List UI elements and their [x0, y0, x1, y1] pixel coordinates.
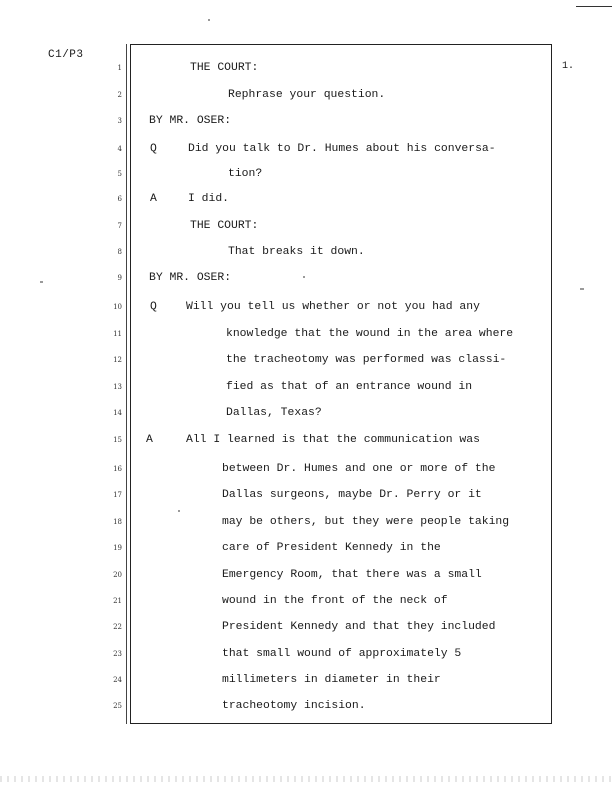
transcript-line — [0, 540, 612, 557]
speaker-marker: Q — [150, 301, 157, 313]
scan-speck — [580, 288, 584, 290]
line-text: That breaks it down. — [228, 246, 365, 258]
line-number: 3 — [117, 117, 122, 125]
line-number: 9 — [117, 274, 122, 282]
transcript-line — [0, 270, 612, 287]
line-text: tion? — [228, 168, 263, 180]
transcript-line — [0, 191, 612, 208]
line-text: knowledge that the wound in the area where — [226, 328, 514, 340]
transcript-line — [0, 514, 612, 531]
scan-speck — [178, 510, 180, 512]
line-number: 1 — [117, 64, 122, 72]
line-text: Dallas, Texas? — [226, 407, 322, 419]
line-text: that small wound of approximately 5 — [222, 648, 462, 660]
transcript-line — [0, 352, 612, 369]
transcript-line — [0, 244, 612, 261]
line-number: 24 — [113, 676, 122, 684]
line-text: Emergency Room, that there was a small — [222, 569, 482, 581]
transcript-line — [0, 619, 612, 636]
line-number: 21 — [113, 597, 122, 605]
line-number: 15 — [113, 436, 122, 444]
line-number: 19 — [113, 544, 122, 552]
speaker-marker: Q — [150, 143, 157, 155]
line-number: 22 — [113, 623, 122, 631]
transcript-line — [0, 299, 612, 316]
line-number: 6 — [117, 195, 122, 203]
line-text: Rephrase your question. — [228, 89, 386, 101]
transcript-line — [0, 672, 612, 689]
line-text: fied as that of an entrance wound in — [226, 381, 473, 393]
scan-speck — [208, 19, 210, 21]
transcript-line — [0, 461, 612, 478]
line-number: 4 — [117, 145, 122, 153]
transcript-line — [0, 432, 612, 449]
line-text: the tracheotomy was performed was classi- — [226, 354, 507, 366]
line-text: I did. — [188, 193, 230, 205]
scan-noise — [0, 776, 612, 782]
line-number: 14 — [113, 409, 122, 417]
speaker-marker: A — [146, 434, 153, 446]
transcript-line — [0, 326, 612, 343]
line-number: 5 — [117, 170, 122, 178]
line-text: President Kennedy and that they included — [222, 621, 496, 633]
transcript-line — [0, 113, 612, 130]
scan-mark — [576, 6, 612, 7]
line-text: THE COURT: — [190, 62, 259, 74]
line-number: 20 — [113, 571, 122, 579]
line-text: BY MR. OSER: — [149, 115, 232, 127]
page-code: C1/P3 — [48, 49, 84, 61]
speaker-marker: A — [150, 193, 157, 205]
line-text: THE COURT: — [190, 220, 259, 232]
transcript-line — [0, 487, 612, 504]
line-number: 11 — [113, 330, 122, 338]
transcript-line — [0, 379, 612, 396]
scan-speck — [40, 281, 43, 283]
transcript-line — [0, 166, 612, 183]
transcript-line — [0, 87, 612, 104]
page-number: 1. — [562, 61, 575, 72]
scan-speck — [303, 276, 305, 278]
line-number: 2 — [117, 91, 122, 99]
line-number: 7 — [117, 222, 122, 230]
line-text: may be others, but they were people taking — [222, 516, 510, 528]
line-number: 23 — [113, 650, 122, 658]
line-number: 12 — [113, 356, 122, 364]
transcript-line — [0, 593, 612, 610]
line-number: 16 — [113, 465, 122, 473]
line-number: 13 — [113, 383, 122, 391]
transcript-line — [0, 141, 612, 158]
transcript-line — [0, 567, 612, 584]
transcript-line — [0, 646, 612, 663]
line-number: 8 — [117, 248, 122, 256]
transcript-line — [0, 60, 612, 77]
line-number: 18 — [113, 518, 122, 526]
transcript-line — [0, 405, 612, 422]
line-text: All I learned is that the communication was — [186, 434, 480, 446]
line-number: 17 — [113, 491, 122, 499]
line-number: 25 — [113, 702, 122, 710]
line-text: wound in the front of the neck of — [222, 595, 448, 607]
line-text: millimeters in diameter in their — [222, 674, 441, 686]
line-text: between Dr. Humes and one or more of the — [222, 463, 496, 475]
line-text: Dallas surgeons, maybe Dr. Perry or it — [222, 489, 482, 501]
line-text: care of President Kennedy in the — [222, 542, 441, 554]
line-text: BY MR. OSER: — [149, 272, 232, 284]
transcript-line — [0, 698, 612, 715]
line-text: Did you talk to Dr. Humes about his conversa- — [188, 143, 496, 155]
line-text: tracheotomy incision. — [222, 700, 366, 712]
line-text: Will you tell us whether or not you had any — [186, 301, 480, 313]
transcript-line — [0, 218, 612, 235]
line-number: 10 — [113, 303, 122, 311]
